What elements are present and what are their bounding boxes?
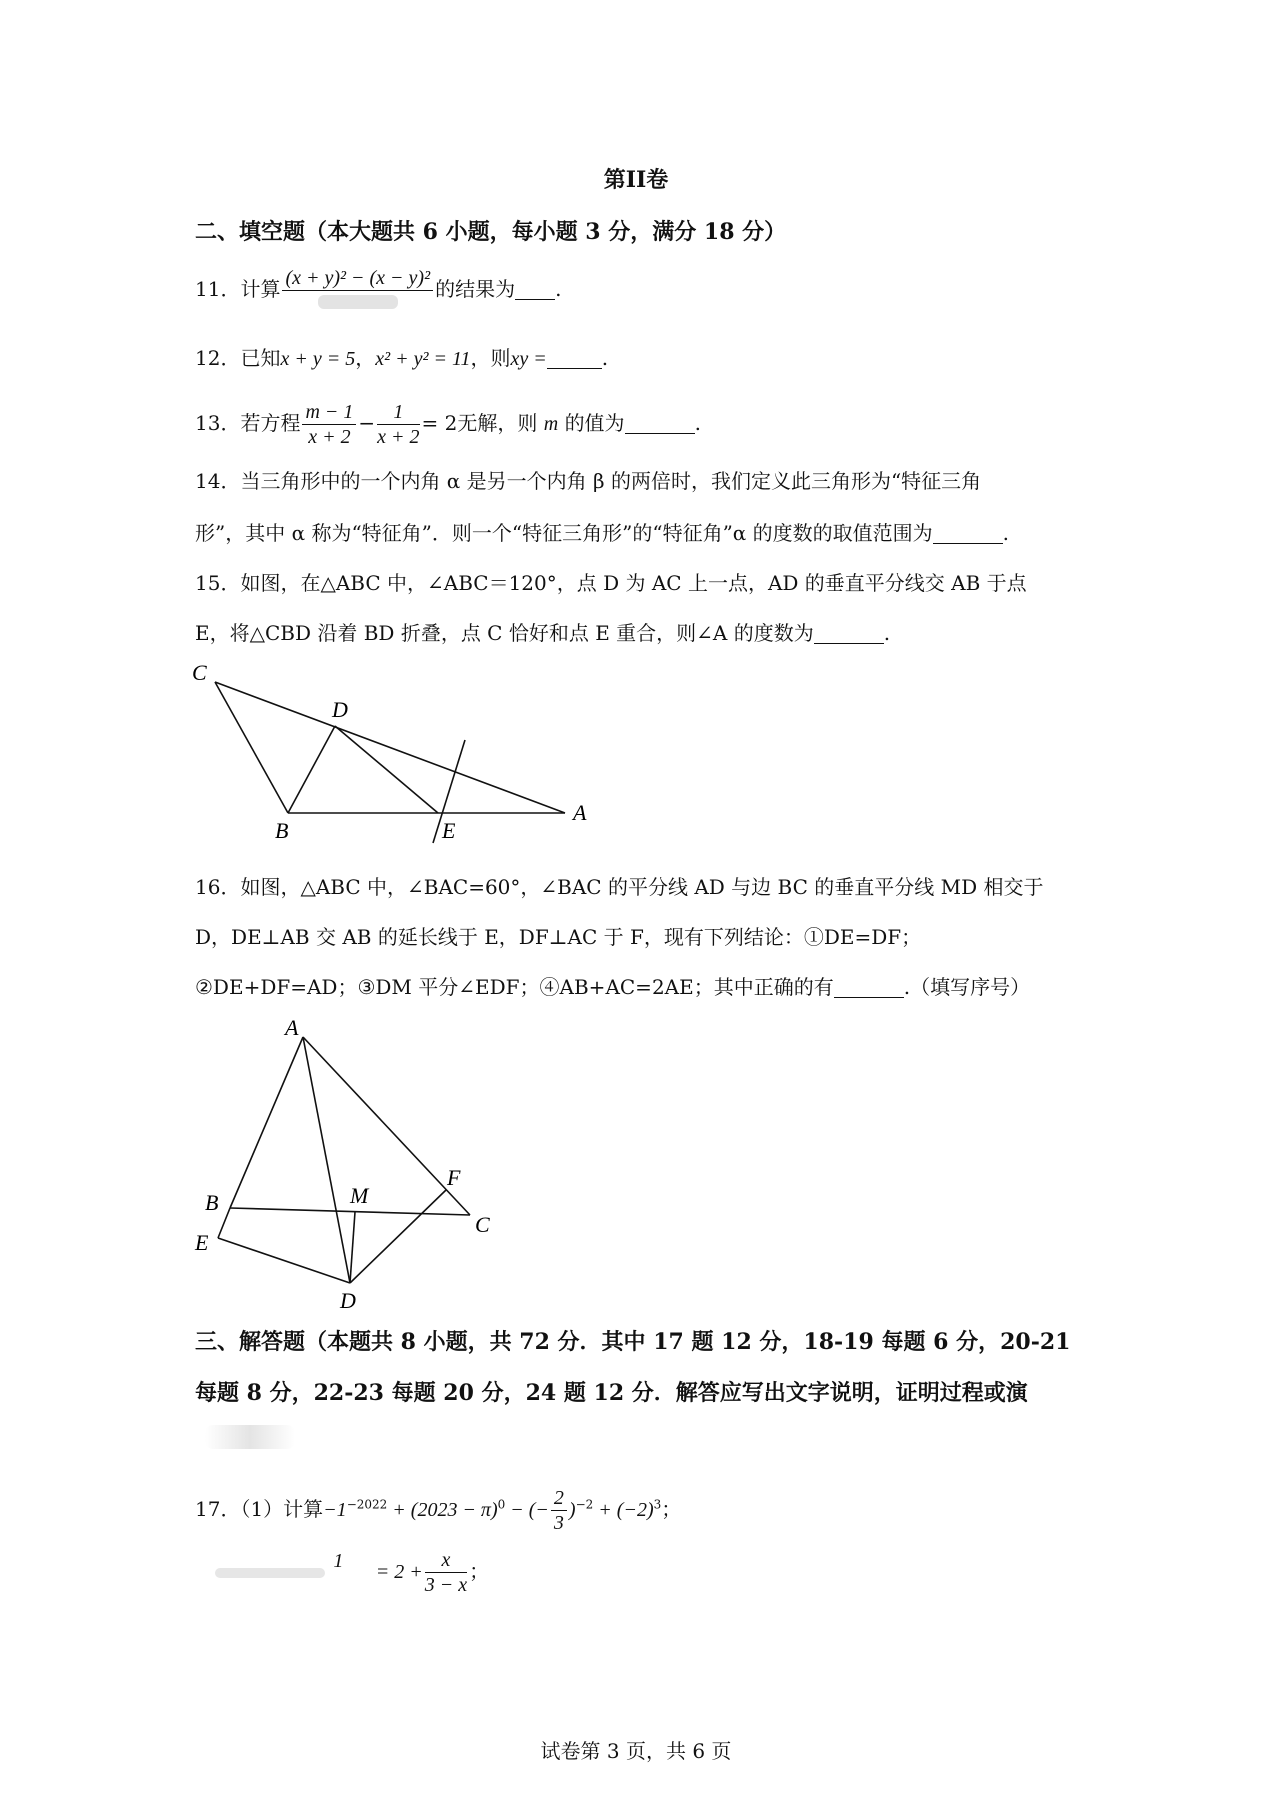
q15-end: . <box>883 621 891 645</box>
q17b-frac-numerator: 1 <box>333 1549 344 1572</box>
question-17-part-2 <box>195 1548 489 1597</box>
q16-answer-blank[interactable] <box>834 977 904 998</box>
q17-close-paren: ) <box>568 1499 576 1521</box>
q17-exponent-1: −2022 <box>346 1497 388 1512</box>
q14-end: . <box>1002 521 1010 545</box>
q12-equation-2: x² + y² = 11 <box>375 348 471 370</box>
q11-end: . <box>555 277 562 301</box>
q17b-fraction-right <box>425 1548 467 1597</box>
q13-minus: − <box>358 411 376 435</box>
fig15-segment-bd <box>288 726 335 813</box>
q13-number: 13． <box>195 411 241 435</box>
fig16-segment-dm <box>350 1212 355 1283</box>
question-11 <box>195 266 561 315</box>
q17-exponent-5: 3 <box>653 1497 662 1512</box>
q17b-rhs: = 2 + <box>375 1561 423 1583</box>
fig15-label-d: D <box>332 697 348 722</box>
fig16-label-c: C <box>475 1212 490 1237</box>
q13-prefix: 若方程 <box>240 411 301 435</box>
q12-ask: xy = <box>510 348 547 370</box>
fig16-extension-be <box>218 1208 230 1238</box>
q17b-fraction-left <box>333 1549 343 1597</box>
fig15-segment-ca <box>215 682 565 813</box>
question-15-line-1: 15．如图，在△ABC 中，∠ABC＝120°，点 D 为 AC 上一点，AD 的垂直平分线交 AB 于点 <box>195 571 1027 595</box>
q12-equation-1: x + y = 5 <box>280 348 356 370</box>
fig16-segment-bc <box>230 1208 470 1215</box>
q17-frac-numerator: 2 <box>551 1486 567 1511</box>
page-title: 第II卷 <box>603 167 669 193</box>
q17-term-3: − (− <box>505 1499 549 1521</box>
q13-frac1-numerator: m − 1 <box>302 400 356 425</box>
q13-middle: 无解，则 <box>457 411 538 435</box>
question-16-line-3 <box>195 974 1030 1000</box>
q14-text: 形”，其中 α 称为“特征角”．则一个“特征三角形”的“特征角”α 的度数的取值范围为 <box>195 521 933 545</box>
q12-separator: ， <box>355 346 376 370</box>
q17b-frac-numerator-x: x <box>425 1548 467 1573</box>
q17b-blurred-region <box>215 1568 325 1578</box>
q17-prefix: 17．（1）计算 <box>195 1497 324 1521</box>
fig16-segment-ac <box>303 1037 470 1215</box>
figure-16-triangle <box>185 1010 505 1310</box>
question-14-line-2 <box>195 520 1009 546</box>
question-13 <box>195 400 701 449</box>
q11-denominator-blurred <box>282 291 433 315</box>
q13-fraction-1 <box>302 400 356 449</box>
q12-number: 12． <box>195 346 241 370</box>
q17-term-2: + (2023 − π) <box>387 1499 498 1521</box>
fig16-label-d: D <box>340 1288 356 1310</box>
q17-exponent-4: −2 <box>575 1497 594 1512</box>
fig16-segment-de <box>218 1238 350 1283</box>
q13-fraction-2 <box>377 400 419 449</box>
q17-exponent-2: 0 <box>497 1497 506 1512</box>
q13-suffix: 的值为 <box>564 411 625 435</box>
q11-answer-blank[interactable] <box>515 279 555 300</box>
figure-15-triangle <box>180 655 600 855</box>
q16-text: ②DE+DF=AD；③DM 平分∠EDF；④AB+AC=2AE；其中正确的有 <box>195 975 834 999</box>
q11-suffix: 的结果为 <box>435 277 516 301</box>
q13-frac1-denominator: x + 2 <box>308 426 351 448</box>
fig16-label-a: A <box>285 1015 299 1040</box>
q17-term-5: + (−2) <box>593 1499 654 1521</box>
q13-rhs: = 2 <box>421 411 458 435</box>
q13-end: . <box>694 411 701 435</box>
q13-frac2-numerator: 1 <box>377 400 419 425</box>
section-solve-heading-line-2: 每题 8 分，22-23 每题 20 分，24 题 12 分．解答应写出文字说明，证明过程或演 <box>195 1380 1028 1406</box>
question-16-line-2: D，DE⊥AB 交 AB 的延长线于 E，DF⊥AC 于 F，现有下列结论：①DE=DF； <box>195 925 922 949</box>
question-14-line-1: 14．当三角形中的一个内角 α 是另一个内角 β 的两倍时，我们定义此三角形为“特征三角 <box>195 469 982 493</box>
q17b-frac-denominator: 3 − x <box>424 1574 468 1596</box>
question-17-part-1 <box>195 1486 681 1535</box>
fig16-label-e: E <box>195 1230 209 1255</box>
fig15-label-b: B <box>275 818 289 843</box>
fig16-bisector-ad <box>303 1037 350 1283</box>
page-footer: 试卷第 3 页，共 6 页 <box>540 1739 732 1763</box>
q17b-end: ； <box>469 1559 490 1583</box>
question-15-line-2 <box>195 620 890 646</box>
q13-answer-blank[interactable] <box>625 413 695 434</box>
fig15-segment-cb <box>215 682 288 813</box>
fig15-segment-de <box>335 726 438 813</box>
fig16-label-f: F <box>447 1165 461 1190</box>
question-16-line-1: 16．如图，△ABC 中，∠BAC=60°，∠BAC 的平分线 AD 与边 BC 的垂直平分线 MD 相交于 <box>195 875 1044 899</box>
q17-frac-denominator: 3 <box>553 1512 564 1534</box>
section-solve-heading-line-1: 三、解答题（本题共 8 小题，共 72 分．其中 17 题 12 分，18-19 每题 6 分，20-21 <box>195 1329 1071 1355</box>
question-12 <box>195 345 608 372</box>
q14-answer-blank[interactable] <box>933 523 1003 544</box>
q17-fraction <box>551 1486 567 1535</box>
fig16-label-m: M <box>350 1183 369 1208</box>
q11-numerator: (x + y)² − (x − y)² <box>282 266 433 291</box>
fig15-label-e: E <box>442 818 456 843</box>
q15-answer-blank[interactable] <box>814 623 884 644</box>
q11-fraction <box>282 266 433 315</box>
q17-term-1: −1 <box>323 1499 347 1521</box>
q12-end: . <box>601 346 609 370</box>
q11-prefix: 计算 <box>240 277 281 301</box>
q15-text: E，将△CBD 沿着 BD 折叠，点 C 恰好和点 E 重合，则∠A 的度数为 <box>195 621 814 645</box>
section-fill-blank-heading: 二、填空题（本大题共 6 小题，每小题 3 分，满分 18 分） <box>195 219 787 245</box>
q16-end: .（填写序号） <box>903 975 1031 999</box>
q12-prefix: 已知 <box>240 346 281 370</box>
q13-frac2-denominator: x + 2 <box>377 426 420 448</box>
blurred-region <box>205 1425 295 1449</box>
q13-variable: m <box>543 413 559 435</box>
fig16-label-b: B <box>205 1190 219 1215</box>
fig15-label-a: A <box>573 800 587 825</box>
q17-end: ； <box>661 1497 682 1521</box>
fig15-label-c: C <box>192 660 207 685</box>
q12-answer-blank[interactable] <box>547 348 602 369</box>
q12-middle: ，则 <box>470 346 511 370</box>
fig16-segment-ab <box>230 1037 303 1208</box>
q11-number: 11． <box>195 277 241 301</box>
